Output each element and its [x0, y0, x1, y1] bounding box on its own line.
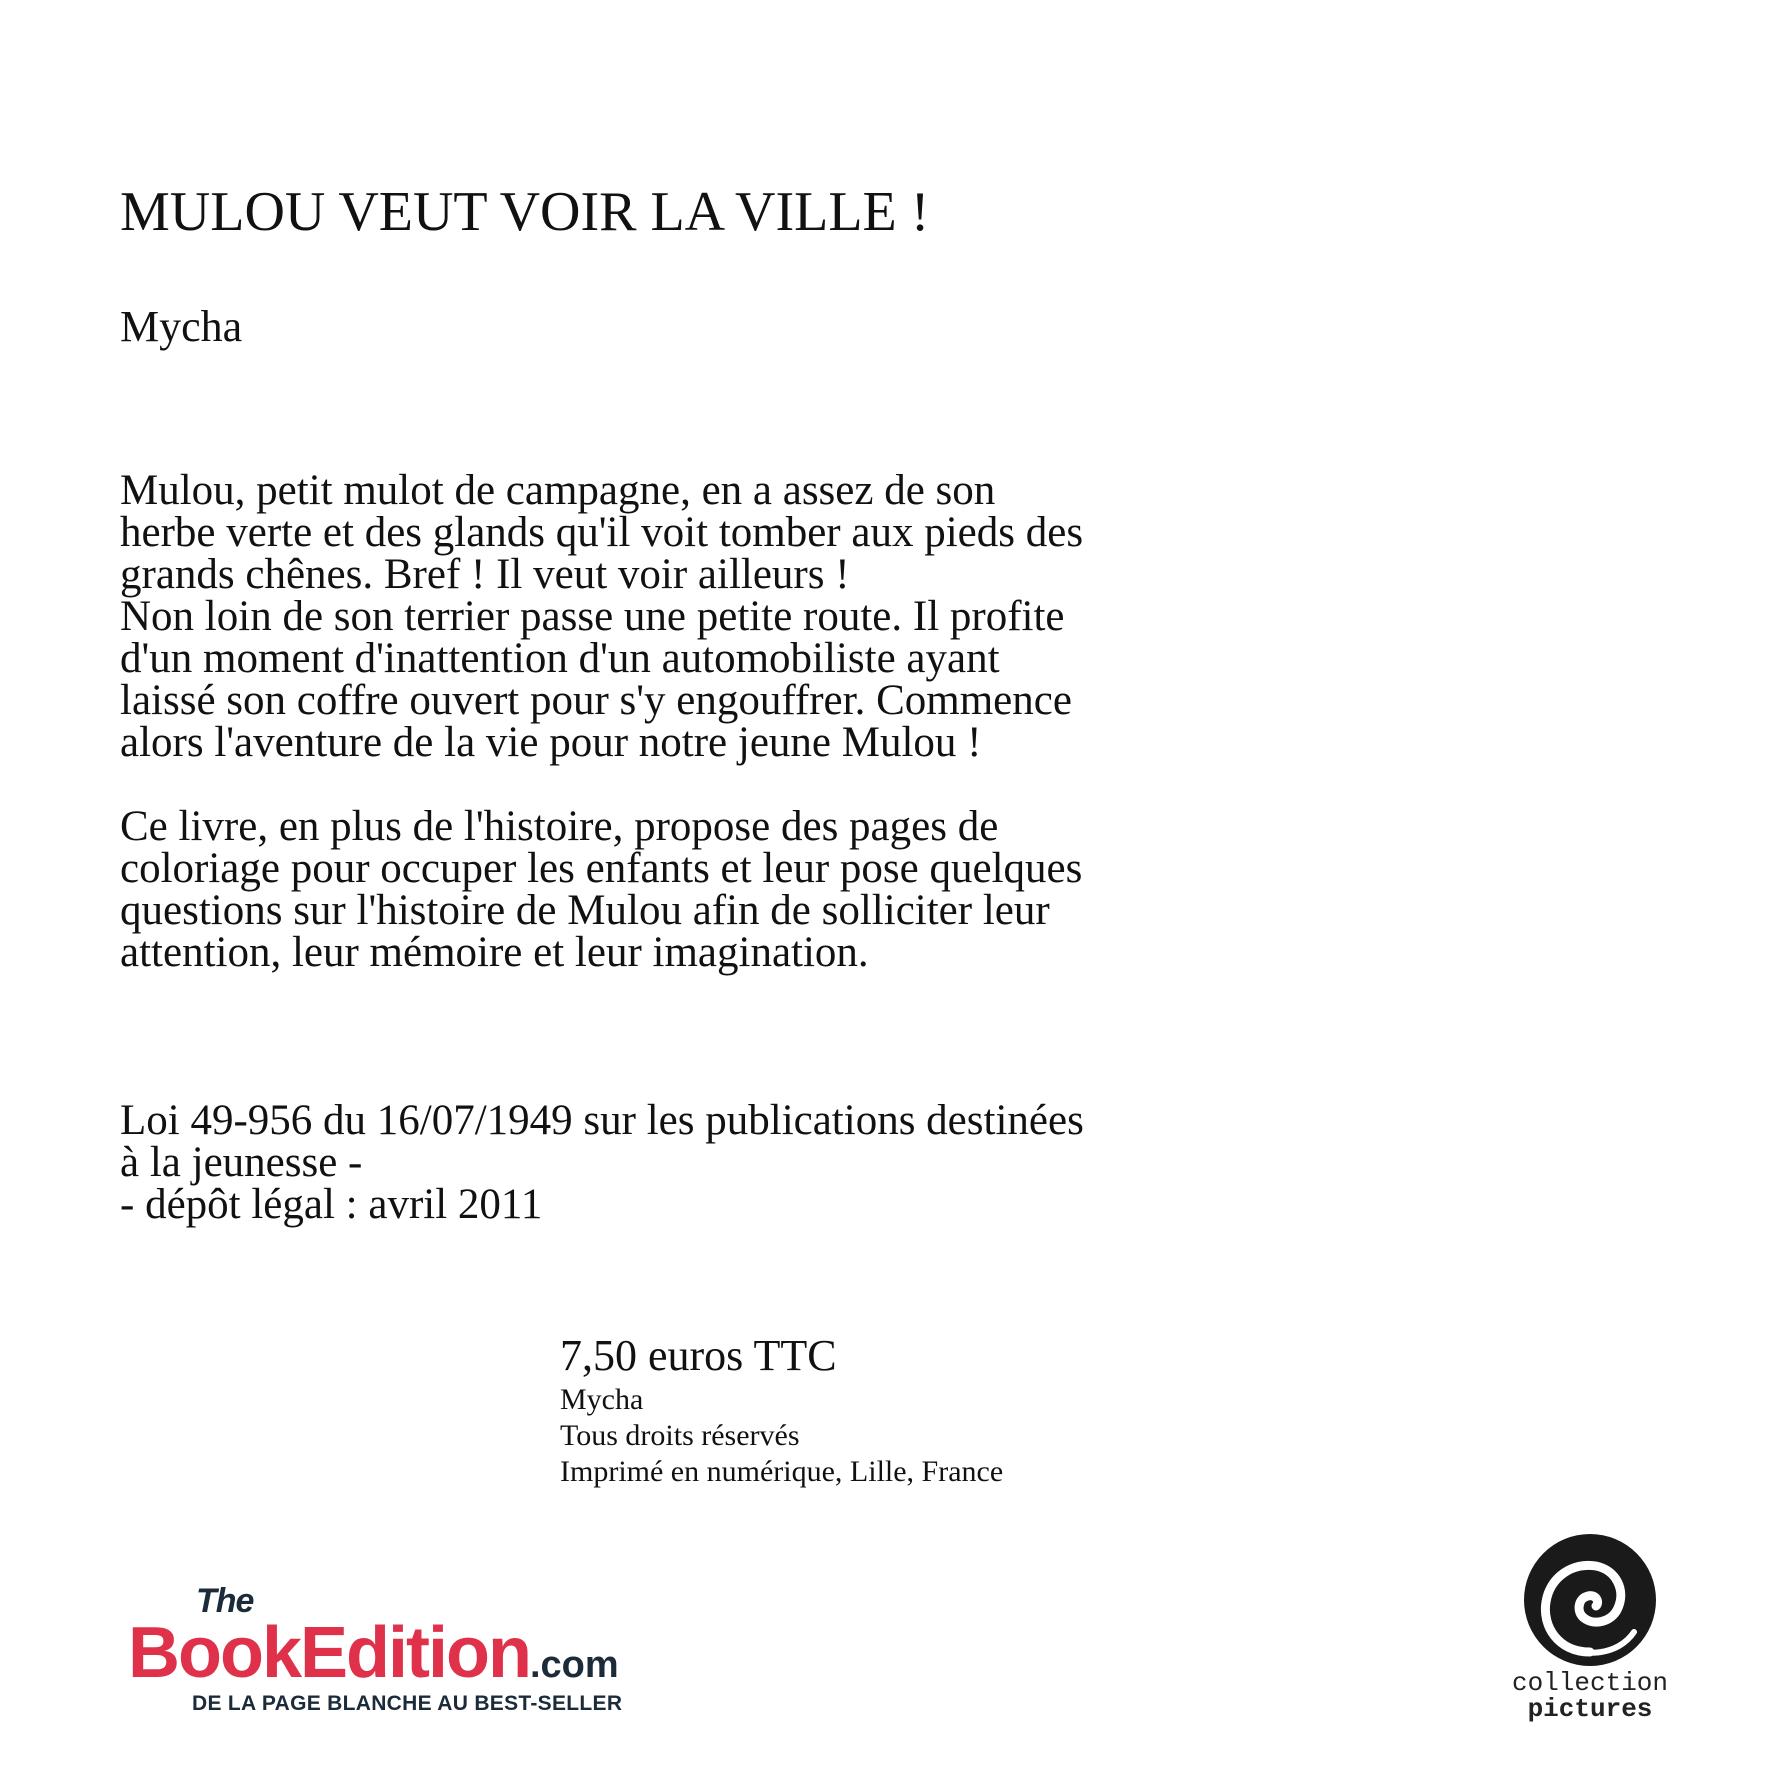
summary-line: d'un moment d'inattention d'un automobiliste ayant — [120, 635, 1000, 682]
spiral-icon — [1522, 1532, 1658, 1668]
summary-line: Ce livre, en plus de l'histoire, propose des pages de — [120, 803, 999, 850]
publisher-logo-name: BookEdition — [128, 1613, 530, 1693]
imprint-block — [560, 1330, 1003, 1490]
publisher-logo — [128, 1582, 728, 1715]
publisher-tagline: DE LA PAGE BLANCHE AU BEST-SELLER — [192, 1692, 623, 1715]
legal-line: Loi 49-956 du 16/07/1949 sur les publications destinées — [120, 1097, 1084, 1144]
collection-logo — [1490, 1532, 1690, 1732]
book-title: MULOU VEUT VOIR LA VILLE ! — [120, 181, 930, 243]
imprint-author: Mycha — [560, 1383, 644, 1416]
rights-reserved: Tous droits réservés — [560, 1419, 800, 1452]
summary-line: coloriage pour occuper les enfants et leur pose quelques — [120, 845, 1083, 892]
summary-line: laissé son coffre ouvert pour s'y engouffrer. Commence — [120, 677, 1072, 724]
price: 7,50 euros TTC — [560, 1331, 837, 1380]
collection-logo-line2: pictures — [1527, 1694, 1653, 1724]
printed-location: Imprimé en numérique, Lille, France — [560, 1455, 1004, 1488]
book-author: Mycha — [120, 302, 243, 351]
summary-line: grands chênes. Bref ! Il veut voir ailleurs ! — [120, 551, 850, 598]
legal-notice — [120, 1097, 1350, 1228]
legal-line: - dépôt légal : avril 2011 — [120, 1181, 543, 1228]
summary-line: questions sur l'histoire de Mulou afin de solliciter leur — [120, 887, 1050, 934]
legal-line: à la jeunesse - — [120, 1139, 363, 1186]
publisher-logo-wordmark — [128, 1612, 619, 1694]
summary-line: Non loin de son terrier passe une petite route. Il profite — [120, 593, 1065, 640]
summary-line: attention, leur mémoire et leur imagination. — [120, 929, 869, 976]
summary-line: Mulou, petit mulot de campagne, en a assez de son — [120, 467, 996, 514]
summary-paragraph-2 — [120, 803, 1350, 976]
summary-paragraph-1 — [120, 467, 1350, 766]
summary-line: herbe verte et des glands qu'il voit tomber aux pieds des — [120, 509, 1084, 556]
publisher-logo-the: The — [196, 1582, 254, 1620]
publisher-logo-domain: .com — [529, 1644, 619, 1686]
summary-line: alors l'aventure de la vie pour notre jeune Mulou ! — [120, 719, 982, 766]
collection-logo-line1: collection — [1511, 1668, 1669, 1698]
